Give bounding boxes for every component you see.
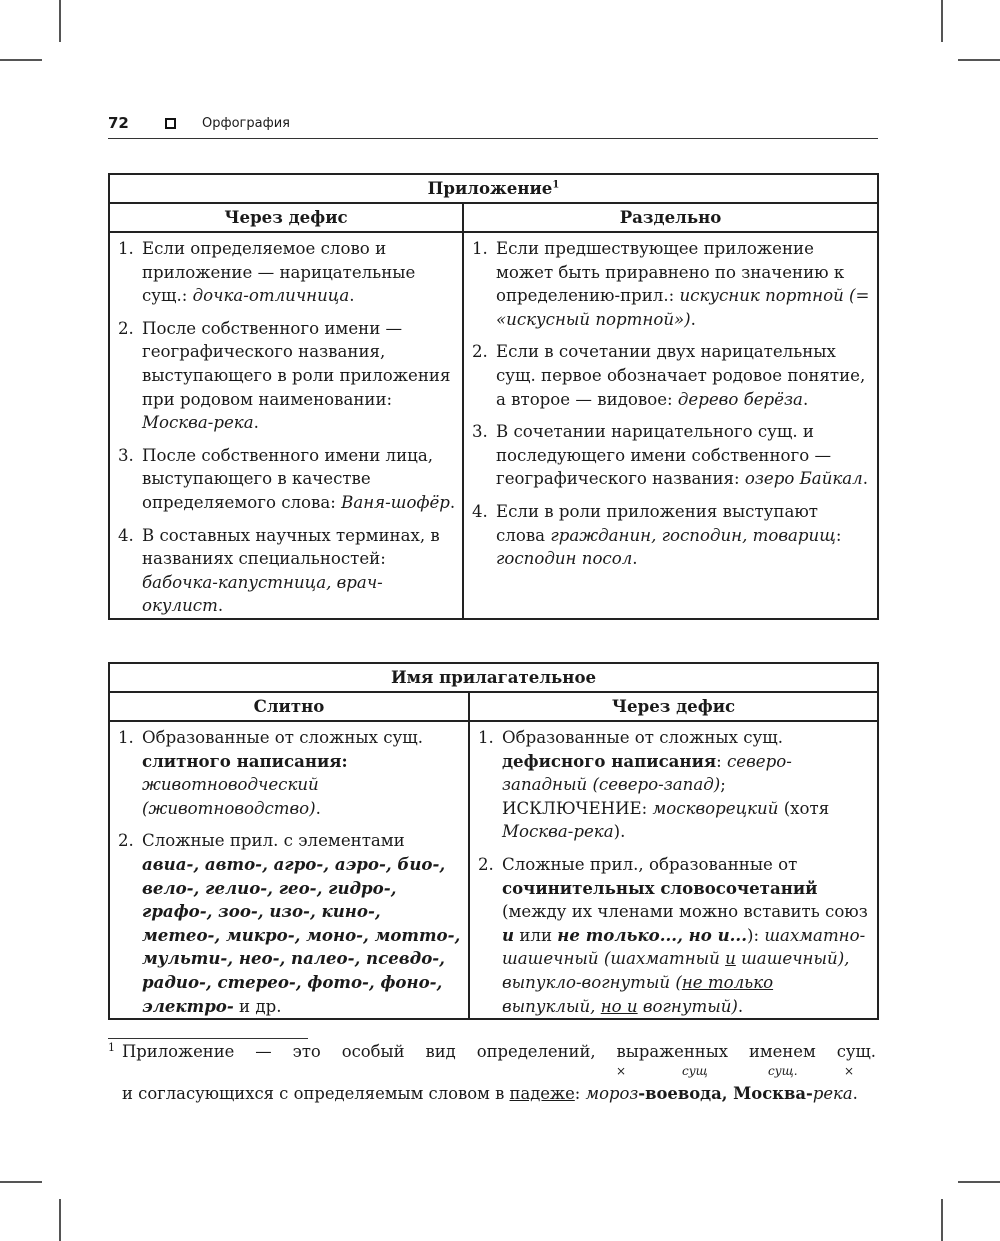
- section-title: Орфография: [202, 116, 290, 131]
- grammar-marks: [108, 1064, 876, 1082]
- rule-item: 1. Если предшествующее приложение может быть приравнено по значению к определению-прил.: искусник портной (= «искусный портной»).: [472, 239, 870, 329]
- grammar-mark: сущ.: [768, 1064, 798, 1078]
- column-header-separate: Раздельно: [463, 203, 878, 232]
- running-header: [108, 112, 878, 139]
- rule-item: 4. В составных научных терминах, в названиях специальностей: бабочка-капустница, врач-окулист.: [118, 525, 440, 616]
- crop-mark-left-bottom: [0, 1181, 42, 1183]
- grammar-mark: ×: [616, 1064, 627, 1078]
- page-number: 72: [108, 114, 129, 132]
- adjective-table: [108, 662, 879, 1020]
- crop-mark-right-top: [958, 59, 1000, 61]
- footnote-divider: [108, 1038, 308, 1039]
- rule-item: 1. Если определяемое слово и приложение — нарицательные сущ.: дочка-отличница.: [118, 239, 416, 306]
- crop-mark-bottom-right: [941, 1199, 943, 1241]
- rule-item: 3. После собственного имени лица, выступающего в качестве определяемого слова: Ваня-шофёр.: [118, 445, 456, 512]
- rule-item: 2. Сложные прил. с элементами авиа-, авто-, агро-, аэро-, био-, вело-, гелио-, гео-, гидро-, графо-, зоо-, изо-, кино-, метео-, микро-, моно-, мотто-, мульти-, нео-, палео-, псевдо-, радио-, стерео-, фото-, фоно-, электро- и др.: [118, 831, 461, 1016]
- rule-item: 1. Образованные от сложных сущ. дефисного написания: северо-западный (северо-запад); ИСКЛЮЧЕНИЕ: москворецкий (хотя Москва-река).: [478, 728, 830, 842]
- adjective-table-title: Имя прилагательное: [109, 663, 878, 692]
- footnote-mark: 1: [108, 1041, 115, 1054]
- rule-item: 3. В сочетании нарицательного сущ. и последующего имени собственного — географического названия: озеро Байкал.: [472, 422, 869, 489]
- footnote-ref: 1: [552, 179, 560, 191]
- square-icon: [165, 118, 176, 129]
- grammar-mark: сущ: [682, 1064, 708, 1078]
- rule-item: 1. Образованные от сложных сущ. слитного написания: животноводческий (животноводство).: [118, 728, 423, 818]
- footnote-line: и согласующихся с определяемым словом в падеже: мороз-воевода, Москва-река.: [122, 1084, 858, 1103]
- exception-label: ИСКЛЮЧЕНИЕ:: [502, 798, 648, 818]
- rule-item: 2. После собственного имени — географического названия, выступающего в роли приложения при родовом наименовании: Москва-река.: [118, 318, 451, 433]
- joined-rules-cell: [109, 721, 469, 1019]
- rule-item: 2. Сложные прил., образованные от сочинительных словосочетаний (между их членами можно вставить союз и или не только..., но и...): шахматно-шашечный (шахматный и шашечный), выпукло-вогнутый (не только выпуклый, но и вогнутый).: [478, 854, 868, 1016]
- hyphen-rules-cell: [109, 232, 463, 619]
- crop-mark-top-right: [941, 0, 943, 42]
- rule-item: 2. Если в сочетании двух нарицательных сущ. первое обозначает родовое понятие, а второе — видовое: дерево берёза.: [472, 342, 866, 409]
- apposition-table: [108, 173, 879, 620]
- rule-item: 4. Если в роли приложения выступают слова гражданин, господин, товарищ: господин посол.: [472, 501, 842, 569]
- footnote: [108, 1040, 876, 1106]
- footnote-line: 1 Приложение — это особый вид определений, выраженных именем сущ.: [108, 1040, 876, 1064]
- column-header-hyphen: Через дефис: [109, 203, 463, 232]
- column-header-joined: Слитно: [109, 692, 469, 721]
- crop-mark-right-bottom: [958, 1181, 1000, 1183]
- apposition-table-title: Приложение$^1$: [109, 174, 878, 203]
- crop-mark-bottom-left: [59, 1199, 61, 1241]
- column-header-hyphen: Через дефис: [469, 692, 878, 721]
- grammar-mark: ×: [844, 1064, 855, 1078]
- crop-mark-top-left: [59, 0, 61, 42]
- separate-rules-cell: [463, 232, 878, 619]
- hyphen-adj-rules-cell: [469, 721, 878, 1019]
- crop-mark-left-top: [0, 59, 42, 61]
